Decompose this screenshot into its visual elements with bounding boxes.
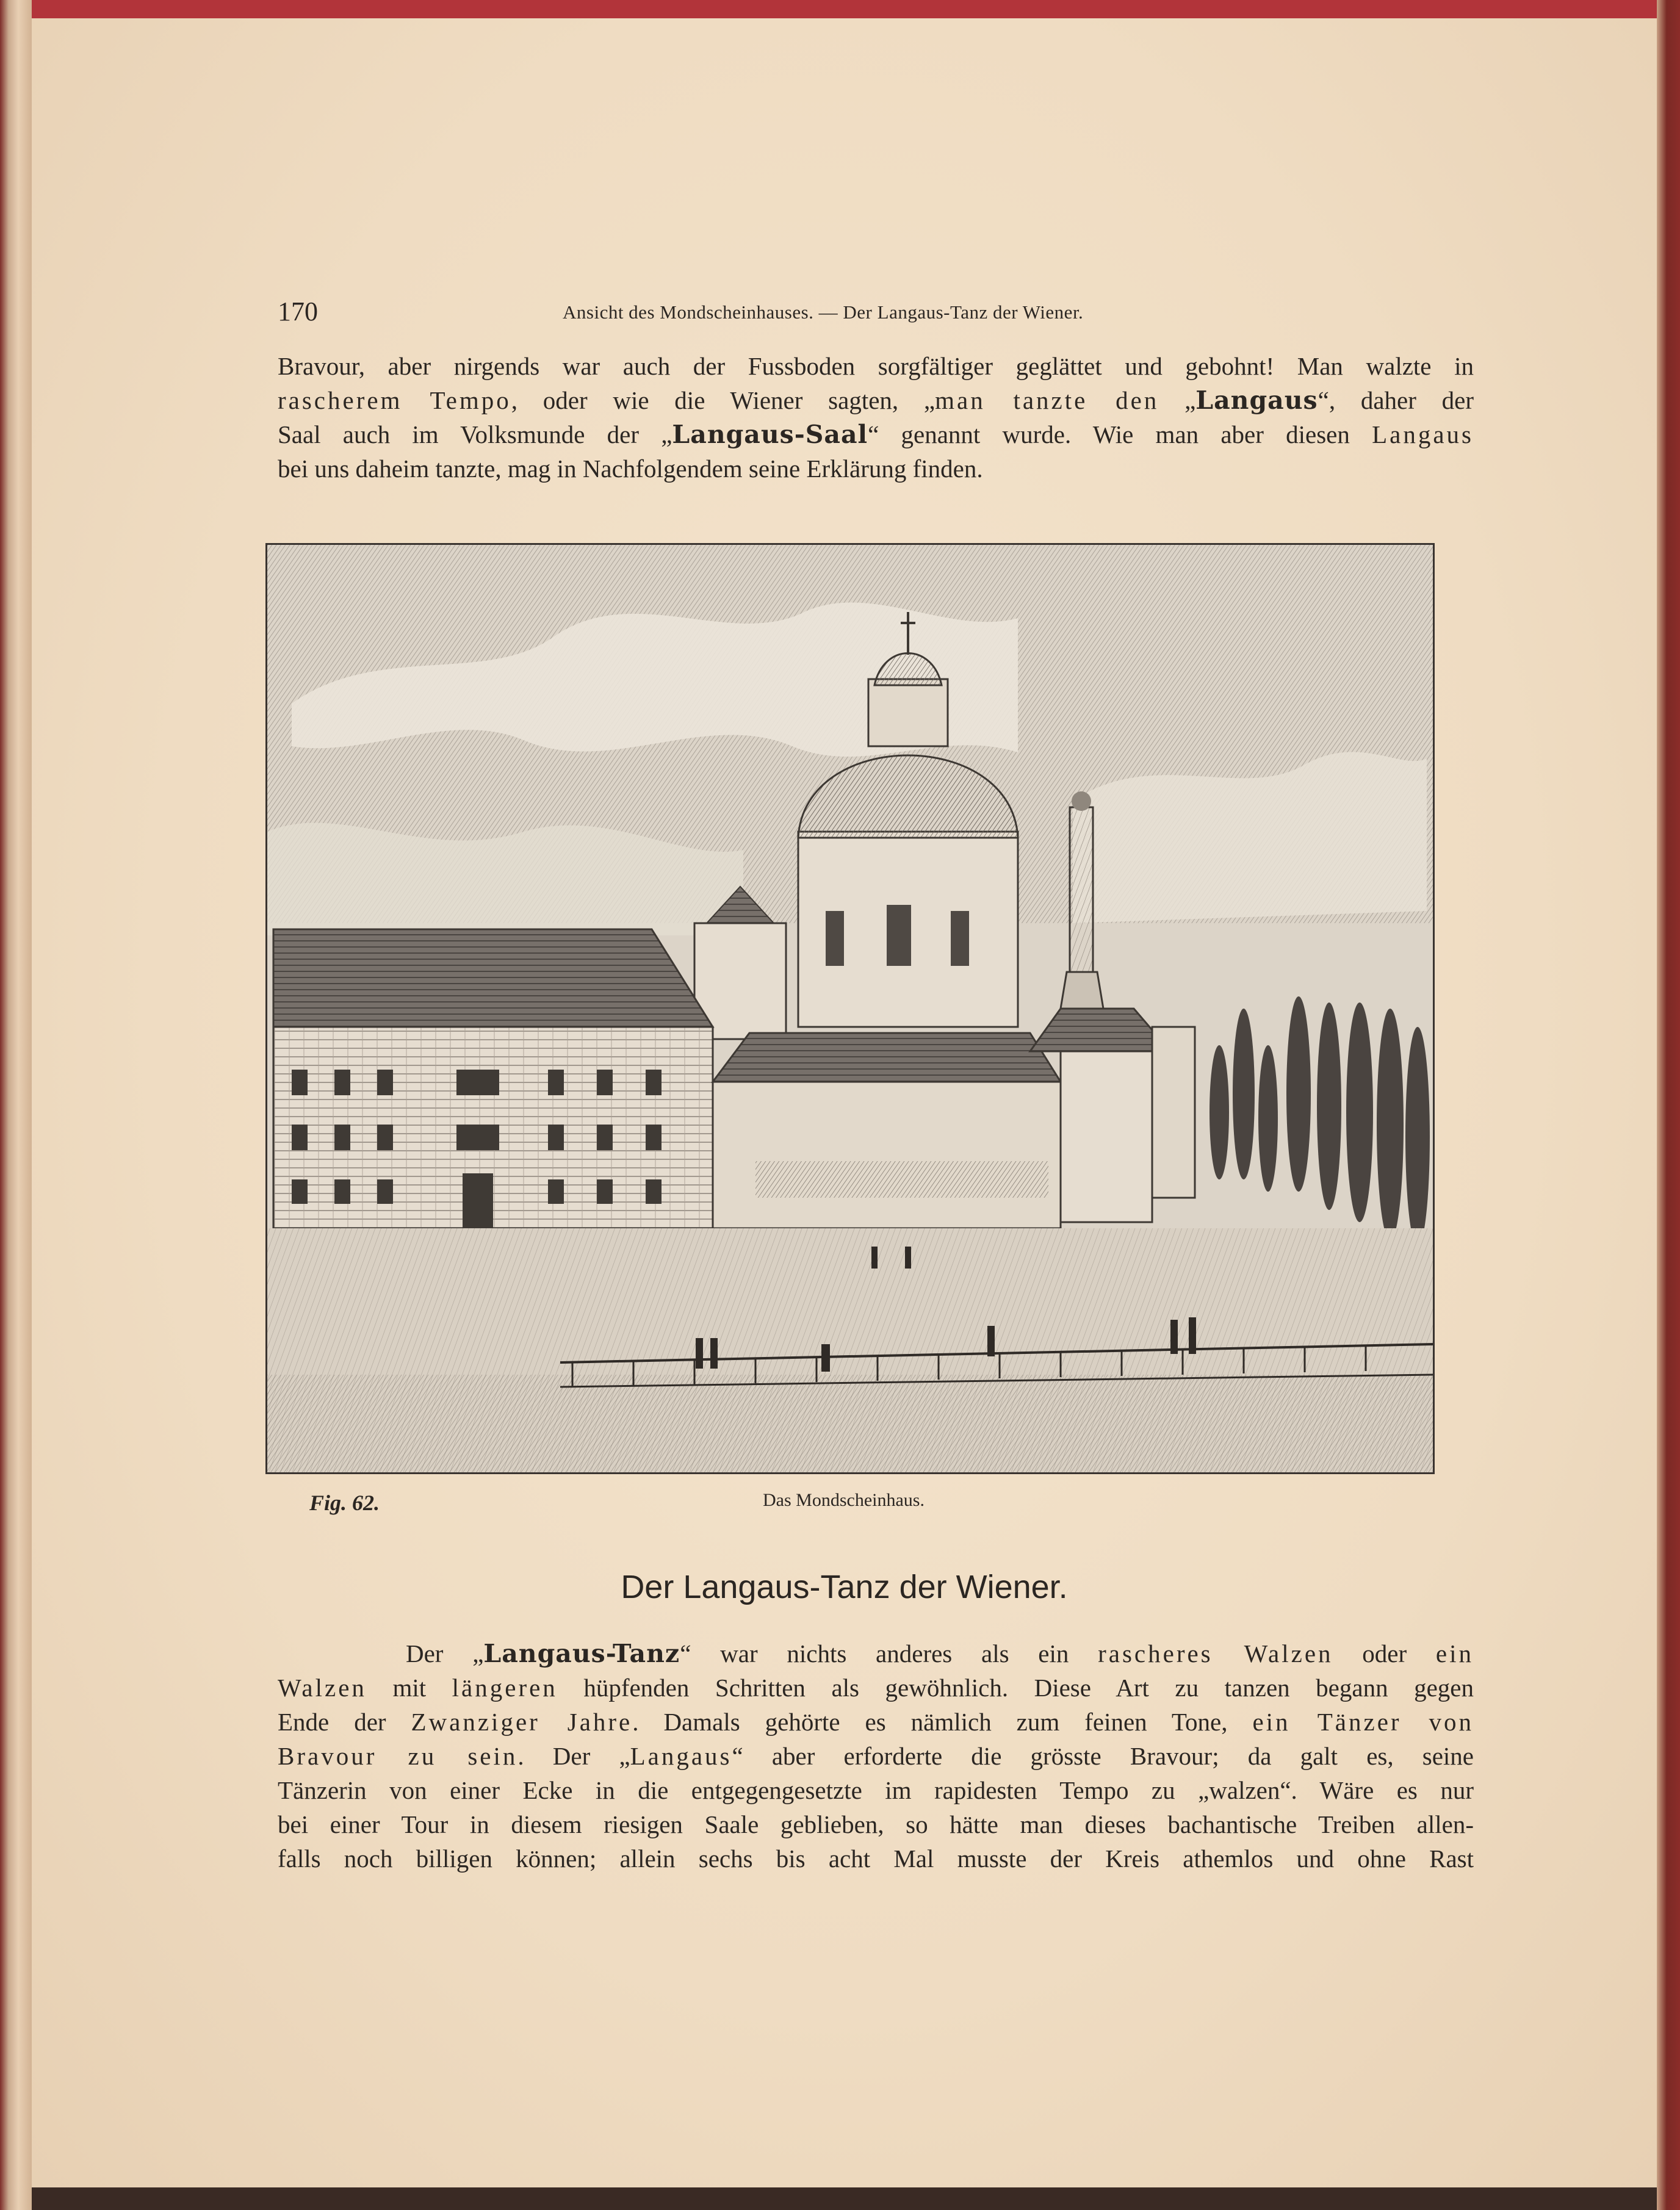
paragraph-intro: [278, 349, 1474, 486]
text-line: Bravour, aber nirgends war auch der Fussboden sorgfältiger geglättet und gebohnt! Man walzte in: [278, 352, 1474, 380]
book-page-edges-left: [0, 0, 32, 2210]
book-bottom-edge: [32, 2187, 1657, 2210]
text-line: Tänzerin von einer Ecke in die entgegengesetzte im rapidesten Tempo zu „walzen“. Wäre es nur: [278, 1776, 1474, 1804]
text-line: Saal auch im Volksmunde der „Langaus-Saal“ genannt wurde. Wie man aber diesen Langaus: [278, 420, 1474, 449]
text-line: Der „Langaus-Tanz“ war nichts anderes als ein rascheres Walzen oder ein: [406, 1639, 1474, 1668]
figure-label: Fig. 62.: [309, 1491, 380, 1515]
text-line: Ende der Zwanziger Jahre. Damals gehörte es nämlich zum feinen Tone, ein Tänzer von: [278, 1708, 1474, 1736]
book-cover-right-edge: [1657, 0, 1680, 2210]
running-head: [32, 296, 1657, 333]
text-line: Walzen mit längeren hüpfenden Schritten als gewöhnlich. Diese Art zu tanzen begann gegen: [278, 1674, 1474, 1702]
paragraph-langaus-tanz: [278, 1636, 1474, 1876]
text-line: bei uns daheim tanzte, mag in Nachfolgendem seine Erklärung finden.: [278, 455, 983, 483]
book-cover-top-edge: [0, 0, 1680, 18]
engraving-mondscheinhaus: [265, 543, 1435, 1474]
text-line: rascherem Tempo, oder wie die Wiener sagten, „man tanzte den „Langaus“, daher der: [278, 386, 1474, 415]
figure-caption: Das Mondscheinhaus.: [763, 1490, 925, 1510]
text-line: falls noch billigen können; allein sechs bis acht Mal musste der Kreis athemlos und ohne Rast: [278, 1845, 1474, 1873]
running-title: Ansicht des Mondscheinhauses. — Der Langaus-Tanz der Wiener.: [563, 301, 1084, 323]
section-heading: Der Langaus-Tanz der Wiener.: [621, 1569, 1068, 1605]
text-line: Bravour zu sein. Der „Langaus“ aber erforderte die grösste Bravour; da galt es, seine: [278, 1742, 1474, 1770]
book-page: [32, 18, 1657, 2187]
page-number: 170: [278, 297, 318, 326]
text-line: bei einer Tour in diesem riesigen Saale geblieben, so hätte man dieses bachantische Treiben allen-: [278, 1810, 1474, 1838]
